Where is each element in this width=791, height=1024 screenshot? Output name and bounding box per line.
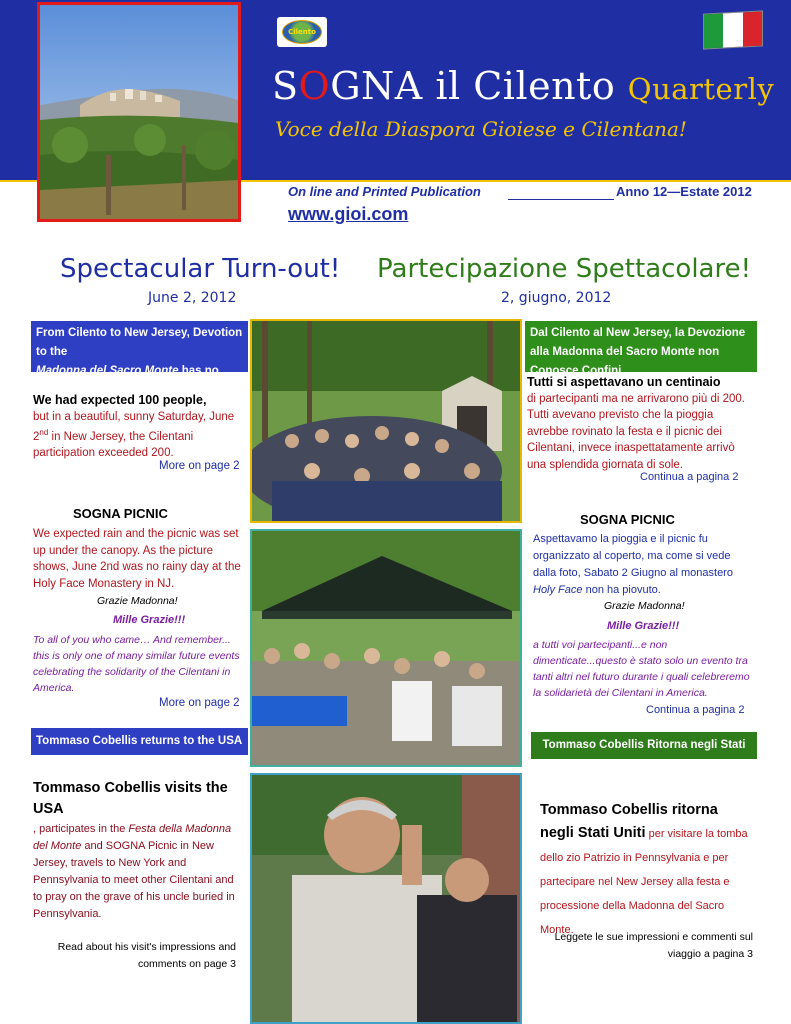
lead-heading-it: Tutti si aspettavano un centinaio [527, 375, 721, 389]
picnic-canopy-photo [250, 529, 522, 767]
lead-body-en-1: but in a beautiful, sunny Saturday, June 2 [33, 410, 235, 443]
newsletter-title [272, 64, 774, 108]
picnic-body-en: We expected rain and the picnic was set up under the canopy. As the picture shows, June 2nd was no rainy day at the Holy Face Monastery in NJ. [33, 528, 241, 590]
banner-devotion-english [31, 321, 248, 396]
banner-tommaso-english: Tommaso Cobellis returns to the USA [31, 728, 248, 755]
tommaso-heading-en-text: Tommaso Cobellis visits the USA [33, 780, 228, 817]
issue-info: Anno 12—Estate 2012 [616, 184, 752, 199]
banner-tommaso-italian: Tommaso Cobellis Ritorna negli Stati Uniti [531, 732, 757, 759]
headline-english: Spectacular Turn-out! [60, 254, 341, 284]
logo-emblem: Cilento [282, 20, 322, 44]
mille-grazie-it: Mille Grazie!!! [607, 620, 680, 632]
tommaso-body-en [33, 821, 245, 923]
banner-en-line1: From Cilento to New Jersey, Devotion to the [36, 327, 243, 358]
grazie-madonna-en: Grazie Madonna! [97, 595, 178, 607]
mille-grazie-en: Mille Grazie!!! [113, 614, 186, 626]
lead-body-en [33, 409, 243, 462]
newsletter-subtitle: Voce della Diaspora Gioiese e Cilentana! [275, 117, 687, 141]
banner-en-rest: has no Borders [36, 365, 219, 396]
tommaso-heading-en [33, 778, 245, 820]
continua-link-2[interactable]: Continua a pagina 2 [646, 704, 745, 716]
banner-en-italic: Madonna del Sacro Monte [36, 365, 179, 377]
lead-body-it: di partecipanti ma ne arrivarono più di 200. Tutti avevano previsto che la pioggia avrebbe rovinato la festa e il picnic dei Cilentani, invece inaspettatamente arrivò una splendida giornata di sole. [527, 392, 745, 471]
crowd-procession-photo [250, 319, 522, 523]
tommaso-cobellis-photo [250, 773, 522, 1024]
title-letter-o: O [298, 64, 331, 108]
grazie-madonna-it: Grazie Madonna! [604, 600, 685, 612]
publication-rule [508, 199, 614, 200]
italian-flag-icon [703, 10, 763, 49]
thanks-all-en: To all of you who came… And remember... this is only one of many similar future events celebrating the solidarity of the Cilentani in America. [33, 634, 240, 694]
more-on-page-link-2[interactable]: More on page 2 [159, 697, 240, 709]
picnic-body-it-2: non ha piovuto. [582, 584, 661, 596]
more-on-page-link-1[interactable]: More on page 2 [159, 460, 240, 472]
lead-body-en-sup: nd [39, 428, 49, 437]
date-italian: 2, giugno, 2012 [501, 290, 612, 306]
tommaso-body-en-lead: , participates in the [33, 823, 129, 835]
lead-heading-en: We had expected 100 people, [33, 393, 207, 407]
cilento-village-photo [37, 2, 241, 222]
read-more-en[interactable]: Read about his visit's impressions and comments on page 3 [57, 941, 236, 970]
continua-link-1[interactable]: Continua a pagina 2 [640, 471, 739, 483]
tommaso-body-en-rest: and SOGNA Picnic in New Jersey, travels to New York and Pennsylvania to meet other Cilentani and to pray on the grave of his uncle buried in Pennsylvania. [33, 840, 235, 920]
lead-story-english [33, 392, 243, 462]
tommaso-heading-it [540, 799, 755, 942]
title-main: GNA il Cilento [330, 64, 628, 108]
title-quarterly: Quarterly [627, 72, 775, 106]
date-english: June 2, 2012 [148, 290, 237, 306]
headline-italian: Partecipazione Spettacolare! [377, 254, 752, 284]
banner-devotion-italian: Dal Cilento al New Jersey, la Devozione alla Madonna del Sacro Monte non Conosce Confini [525, 321, 757, 372]
picnic-body-it-italic: Holy Face [533, 584, 583, 596]
tommaso-body-en-italic: Festa della Madonna del Monte [33, 823, 232, 852]
cilento-logo [277, 17, 327, 47]
title-letter-s: S [272, 64, 299, 108]
lead-body-en-2: in New Jersey, the Cilentani participation exceeded 200. [33, 430, 194, 460]
tommaso-body-it: per visitare la tomba dello zio Patrizio in Pennsylvania e per partecipare nel New Jersey alla festa e processione della Madonna del Sacro Monte. [540, 828, 748, 936]
picnic-body-it-1: Aspettavamo la pioggia e il picnic fu organizzato al coperto, ma come si vede dalla foto, Sabato 2 Giugno al monastero [533, 533, 733, 579]
lead-story-italian [527, 374, 757, 473]
thanks-all-it: a tutti voi partecipanti...e non dimenticate...questo è stato solo un evento tra tanti altri nel futuro durante i quali celebreremo la solidarietà dei Cilentani in America. [533, 639, 750, 699]
tommaso-heading-it-text: Tommaso Cobellis ritorna negli Stati Uniti [540, 802, 718, 841]
picnic-body-it [533, 531, 753, 599]
website-link[interactable]: www.gioi.com [288, 204, 409, 224]
publication-type: On line and Printed Publication [288, 184, 481, 199]
picnic-heading-en: SOGNA PICNIC [73, 506, 168, 521]
read-more-it[interactable]: Leggete le sue impressioni e commenti sul viaggio a pagina 3 [554, 931, 753, 960]
picnic-heading-it: SOGNA PICNIC [580, 512, 675, 527]
